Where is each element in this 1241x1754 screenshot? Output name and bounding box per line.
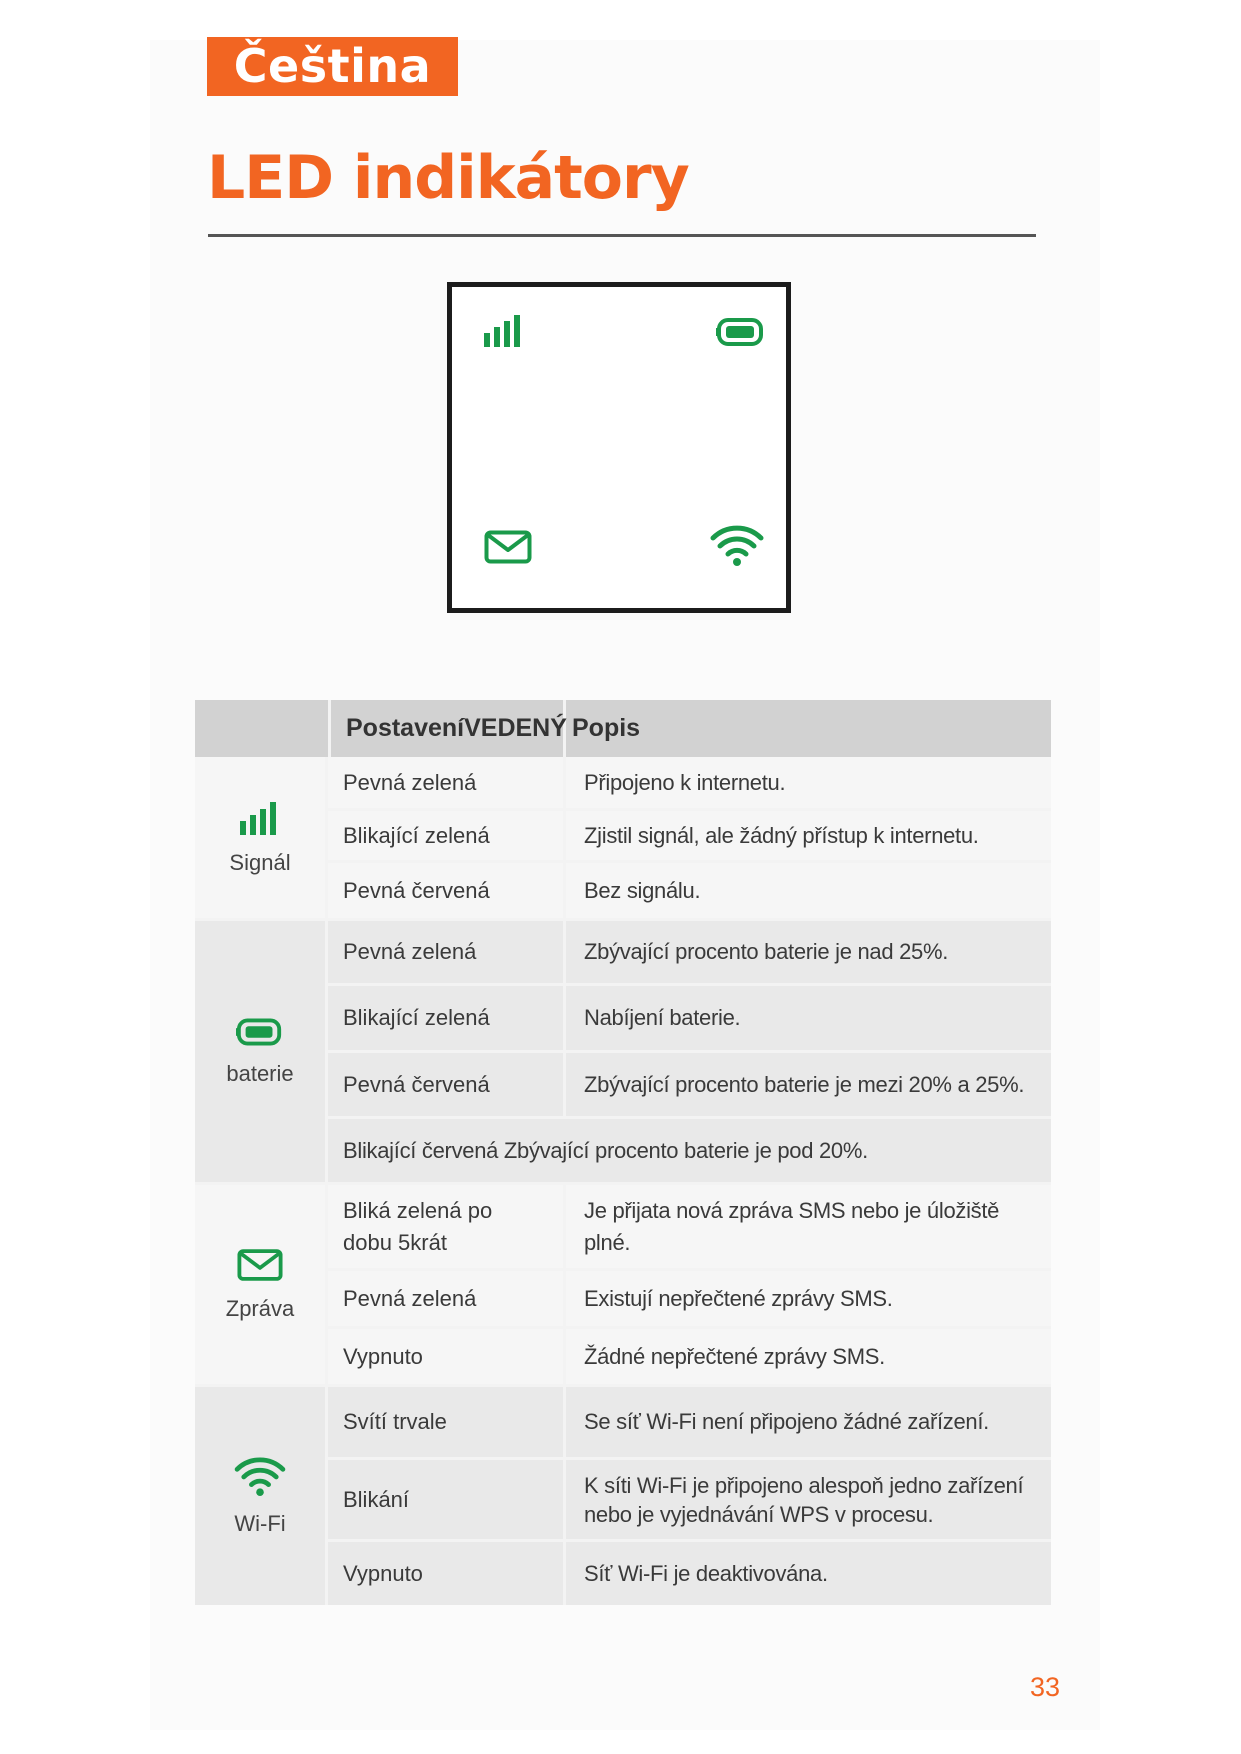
signal-icon <box>483 314 525 348</box>
description-cell: Zjistil signál, ale žádný přístup k internetu. <box>566 811 1051 863</box>
status-line-2: dobu 5krát <box>343 1229 447 1255</box>
merged-status-description-cell: Blikající červená Zbývající procento baterie je pod 20%. <box>328 1119 1051 1185</box>
table-header-row <box>195 700 1051 757</box>
description-line-1: Je přijata nová zpráva SMS nebo je úložiště <box>584 1197 1000 1223</box>
description-line-1: K síti Wi-Fi je připojeno alespoň jedno zařízení <box>584 1472 1024 1498</box>
status-cell: Blikající zelená <box>328 986 566 1053</box>
category-battery <box>195 921 328 1185</box>
title-divider <box>208 234 1036 237</box>
header-description: Popis <box>566 700 1051 757</box>
table-row <box>195 1185 1051 1271</box>
description-cell: Zbývající procento baterie je mezi 20% a 25%. <box>566 1053 1051 1119</box>
category-label: Zpráva <box>225 1295 295 1321</box>
wifi-icon <box>234 1455 286 1497</box>
table-row <box>195 921 1051 986</box>
header-category <box>195 700 328 757</box>
status-cell: Vypnuto <box>328 1329 566 1387</box>
status-line-1: Bliká zelená po <box>343 1197 493 1223</box>
table-row <box>195 757 1051 811</box>
status-cell <box>328 1185 566 1271</box>
status-cell: Blikající zelená <box>328 811 566 863</box>
language-badge: Čeština <box>207 37 458 96</box>
description-cell <box>566 1185 1051 1271</box>
status-cell: Pevná zelená <box>328 921 566 986</box>
description-line-2: plné. <box>584 1229 631 1255</box>
status-cell: Vypnuto <box>328 1542 566 1605</box>
device-panel <box>447 282 791 613</box>
battery-icon <box>716 317 766 347</box>
wifi-icon <box>710 523 764 567</box>
header-status: PostaveníVEDENÝ <box>328 700 566 757</box>
status-cell: Pevná červená <box>328 1053 566 1119</box>
status-cell: Svítí trvale <box>328 1387 566 1460</box>
description-line-2: nebo je vyjednávání WPS v procesu. <box>584 1501 934 1527</box>
description-cell: Zbývající procento baterie je nad 25%. <box>566 921 1051 986</box>
page-title: LED indikátory <box>207 143 689 213</box>
message-icon <box>484 530 532 564</box>
signal-icon <box>239 800 281 836</box>
category-wifi <box>195 1387 328 1605</box>
status-cell: Pevná zelená <box>328 757 566 811</box>
status-cell: Pevná zelená <box>328 1271 566 1329</box>
category-label: baterie <box>226 1060 294 1086</box>
page-number: 33 <box>1030 1672 1061 1702</box>
description-cell: Žádné nepřečtené zprávy SMS. <box>566 1329 1051 1387</box>
description-cell: Síť Wi-Fi je deaktivována. <box>566 1542 1051 1605</box>
led-table <box>195 700 1051 1605</box>
description-cell: Připojeno k internetu. <box>566 757 1051 811</box>
category-signal <box>195 757 328 921</box>
category-message <box>195 1185 328 1387</box>
description-cell: Existují nepřečtené zprávy SMS. <box>566 1271 1051 1329</box>
battery-icon <box>236 1017 284 1047</box>
description-cell: Bez signálu. <box>566 863 1051 921</box>
message-icon <box>237 1248 283 1282</box>
description-cell <box>566 1460 1051 1542</box>
status-cell: Blikání <box>328 1460 566 1542</box>
table-row <box>195 1387 1051 1460</box>
category-label: Signál <box>229 849 291 875</box>
category-label: Wi-Fi <box>234 1511 286 1536</box>
description-cell: Nabíjení baterie. <box>566 986 1051 1053</box>
status-cell: Pevná červená <box>328 863 566 921</box>
description-cell: Se síť Wi-Fi není připojeno žádné zařízení. <box>566 1387 1051 1460</box>
